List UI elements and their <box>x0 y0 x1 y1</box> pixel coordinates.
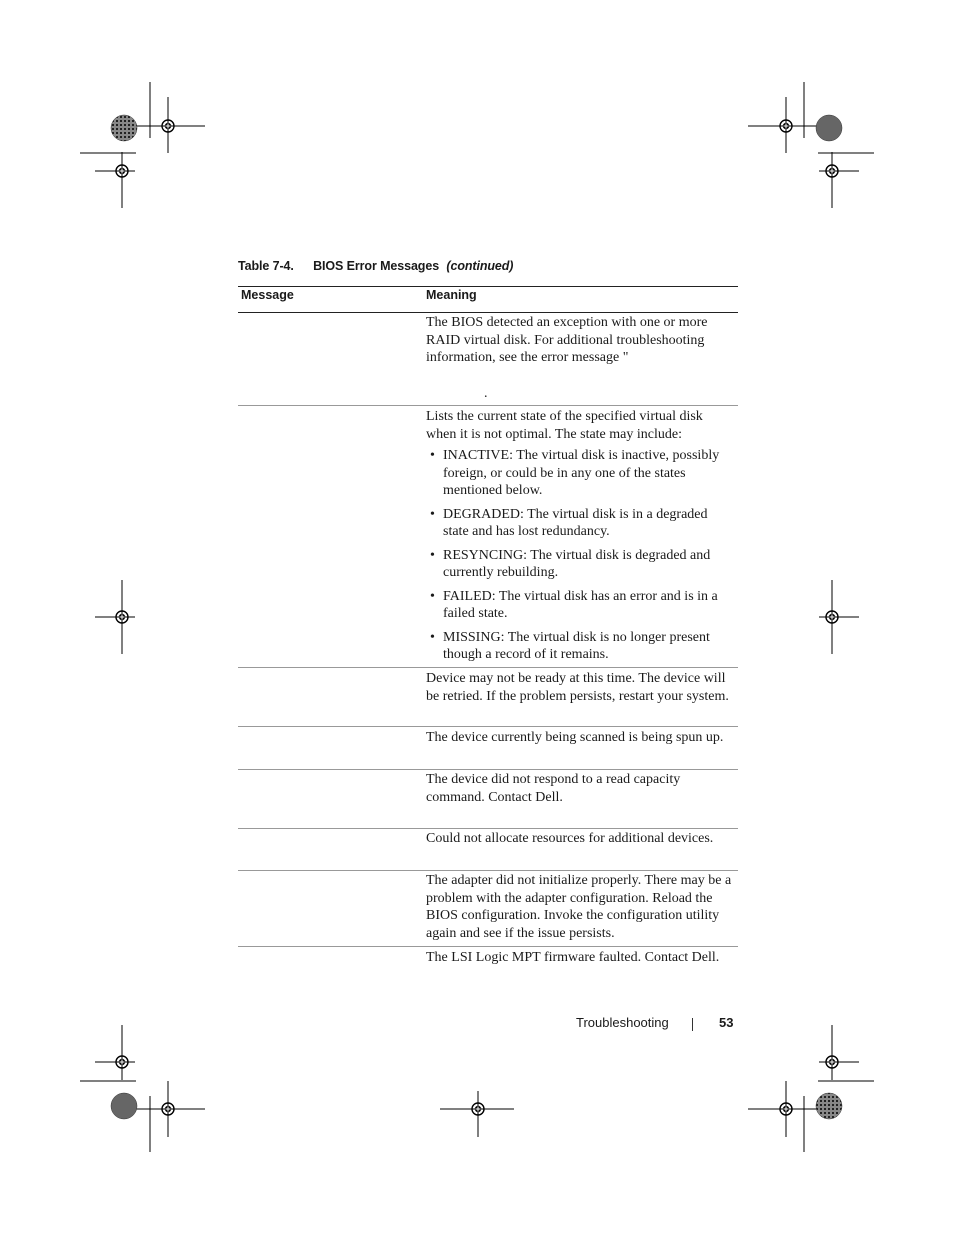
list-item: • INACTIVE: The virtual disk is inactive, possibly foreign, or could be in any one of the states mentioned below. <box>426 447 736 500</box>
list-item: • RESYNCING: The virtual disk is degraded and currently rebuilding. <box>426 547 736 582</box>
list-item: • MISSING: The virtual disk is no longer present though a record of it remains. <box>426 629 736 664</box>
table-row <box>426 771 736 806</box>
table-header-rule <box>238 312 738 313</box>
row-divider <box>238 828 738 829</box>
meaning-text: The LSI Logic MPT firmware faulted. Contact Dell. <box>426 950 720 965</box>
table-caption <box>238 259 513 273</box>
footer-separator <box>692 1018 693 1031</box>
table-row <box>426 408 736 670</box>
stray-period: . <box>484 386 488 401</box>
row-divider <box>238 769 738 770</box>
footer-section-title: Troubleshooting <box>576 1015 669 1030</box>
column-header-message: Message <box>241 288 294 302</box>
meaning-text: Could not allocate resources for additional devices. <box>426 831 714 846</box>
meaning-text: The device currently being scanned is being spun up. <box>426 730 724 745</box>
meaning-text: Device may not be ready at this time. The device will be retried. If the problem persists, restart your system. <box>426 671 729 704</box>
row-divider <box>238 726 738 727</box>
list-item: • FAILED: The virtual disk has an error and is in a failed state. <box>426 588 736 623</box>
table-top-rule <box>238 286 738 287</box>
table-row <box>426 949 736 967</box>
row-divider <box>238 870 738 871</box>
row-divider <box>238 667 738 668</box>
state-list <box>426 447 736 664</box>
list-item: • DEGRADED: The virtual disk is in a degraded state and has lost redundancy. <box>426 506 736 541</box>
table-number: Table 7-4. <box>238 259 294 273</box>
page-number: 53 <box>719 1015 734 1030</box>
table-title: BIOS Error Messages <box>313 259 440 273</box>
row-divider <box>238 405 738 406</box>
table-row <box>426 872 736 942</box>
table-continued-label: (continued) <box>446 259 514 273</box>
column-header-meaning: Meaning <box>426 288 477 302</box>
meaning-text: The BIOS detected an exception with one or more RAID virtual disk. For additional troubleshooting information, see the error message " <box>426 315 708 365</box>
meaning-text: The adapter did not initialize properly. There may be a problem with the adapter configuration. Reload the BIOS configuration. Invoke the configuration utility again and see if the issue persists. <box>426 873 732 941</box>
table-row <box>426 670 736 705</box>
table-row <box>426 830 736 848</box>
row-divider <box>238 946 738 947</box>
meaning-text: Lists the current state of the specified virtual disk when it is not optimal. The state may include: <box>426 409 703 442</box>
table-row <box>426 314 736 367</box>
table-row <box>426 729 736 747</box>
meaning-text: The device did not respond to a read capacity command. Contact Dell. <box>426 772 681 805</box>
